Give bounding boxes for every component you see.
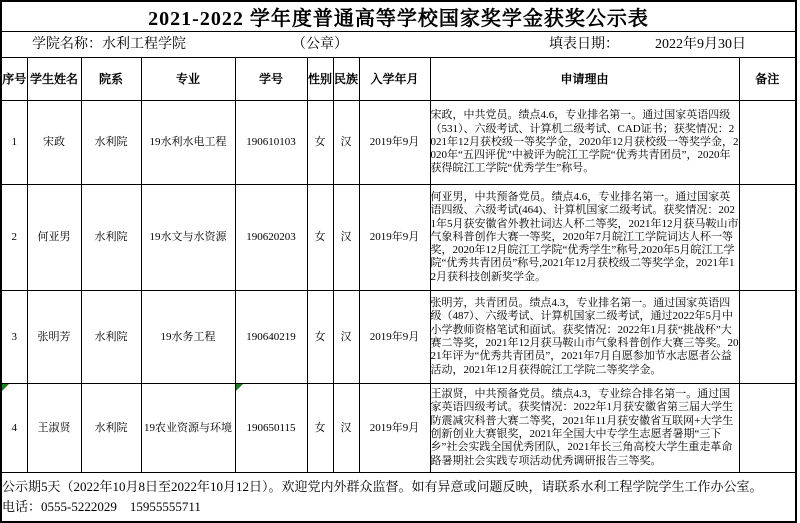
cell-dept: 水利院 (81, 291, 141, 384)
footer-row (1, 473, 796, 522)
cell-name: 何亚男 (27, 185, 81, 291)
seal-label: （公章） (292, 37, 348, 52)
cell-ethnicity: 汉 (333, 384, 359, 473)
cell-no: 3 (1, 291, 27, 384)
cell-enroll-date: 2019年9月 (359, 384, 430, 473)
cell-major: 19水务工程 (141, 291, 235, 384)
cell-ethnicity: 汉 (333, 291, 359, 384)
fill-date-value: 2022年9月30日 (655, 37, 746, 52)
cell-gender: 女 (307, 384, 333, 473)
cell-gender: 女 (307, 101, 333, 185)
col-header-student-id: 学号 (235, 58, 307, 101)
cell-dept: 水利院 (81, 384, 141, 473)
cell-remark (739, 101, 796, 185)
cell-dept: 水利院 (81, 185, 141, 291)
subheader-row (1, 32, 796, 58)
col-header-gender: 性别 (307, 58, 333, 101)
cell-name: 张明芳 (27, 291, 81, 384)
col-header-enroll-date: 入学年月 (359, 58, 430, 101)
excel-error-marker-icon (236, 384, 243, 391)
cell-ethnicity: 汉 (333, 185, 359, 291)
cell-student-id: 190620203 (235, 185, 307, 291)
fill-date-label: 填表日期： (549, 37, 619, 52)
cell-student-id: 190610103 (235, 101, 307, 185)
col-header-name: 学生姓名 (27, 58, 81, 101)
cell-student-id (235, 384, 307, 473)
contact-phone: 电话：0555-5222029 15955555711 (2, 498, 201, 514)
table-row (1, 185, 796, 291)
cell-enroll-date: 2019年9月 (359, 101, 430, 185)
table-row (1, 101, 796, 185)
cell-major: 19水利水电工程 (141, 101, 235, 185)
college-name-label: 学院名称：水利工程学院 (32, 37, 186, 52)
cell-ethnicity: 汉 (333, 101, 359, 185)
table-row (1, 384, 796, 473)
cell-enroll-date: 2019年9月 (359, 291, 430, 384)
cell-name: 王淑贤 (27, 384, 81, 473)
cell-no: 1 (1, 101, 27, 185)
table-header-row (1, 58, 796, 101)
col-header-ethnicity: 民族 (333, 58, 359, 101)
cell-name: 宋政 (27, 101, 81, 185)
cell-reason: 宋政，中共党员。绩点4.6，专业排名第一。通过国家英语四级（531）、六级考试、计算机二级考试、CAD证书；获奖情况：2021年12月获校级一等奖学金，2020年12月获校级一等奖学金，2020年“五四评优”中被评为皖江工学院“优秀共青团员”，2020年获得皖江工学院“优秀学生”称号。 (430, 101, 739, 185)
col-header-remark: 备注 (739, 58, 796, 101)
cell-reason: 张明芳，共青团员。绩点4.3，专业排名第一。通过国家英语四级（487）、六级考试、计算机国家二级考试，通过2022年5月中小学教师资格笔试和面试。获奖情况：2022年1月获“挑战杯”大赛二等奖，2021年12月获马鞍山市气象科普创作大赛三等奖。2021年评为“优秀共青团员”，2021年7月自愿参加节水志愿者公益活动，2021年12月获得皖江工学院二等奖学金。 (430, 291, 739, 384)
publicity-period-note: 公示期5天（2022年10月8日至2022年10月12日）。欢迎党内外群众监督。如有异意或问题反映，请联系水利工程学院学生工作办公室。 (2, 478, 763, 494)
cell-student-id-text: 190650115 (246, 421, 296, 434)
col-header-dept: 院系 (81, 58, 141, 101)
cell-student-id: 190640219 (235, 291, 307, 384)
col-header-reason: 申请理由 (430, 58, 739, 101)
cell-reason: 何亚男，中共预备党员。绩点4.6，专业排名第一。通过国家英语四级、六级考试(464)、计算机国家二级考试。获奖情况：2021年5月获安徽省外教社词达人杯二等奖，2021年12月获马鞍山市气象科普创作大赛一等奖，2020年7月皖江工学院词达人杯一等奖，2020年12月皖江工学院“优秀学生”称号,2020年5月皖江工学院“优秀共青团员”称号,2021年12月获校级二等奖学金，2021年12月获科技创新奖学金。 (430, 185, 739, 291)
cell-reason: 王淑贤，中共预备党员。绩点4.3，专业综合排名第一。通过国家英语四级考试。获奖情况：2022年1月获安徽省第三届大学生防震减灾科普大赛二等奖，2021年11月获安徽省互联网+大学生创新创业大赛银奖，2021年全国大中专学生志愿者暑期“三下乡”社会实践全国优秀团队，2021年长三角高校大学生重走革命路暑期社会实践专项活动优秀调研报告三等奖。 (430, 384, 739, 473)
col-header-major: 专业 (141, 58, 235, 101)
cell-remark (739, 384, 796, 473)
cell-remark (739, 291, 796, 384)
cell-no (1, 384, 27, 473)
cell-enroll-date: 2019年9月 (359, 185, 430, 291)
col-header-no: 序号 (1, 58, 27, 101)
excel-error-marker-icon (2, 384, 9, 391)
cell-dept: 水利院 (81, 101, 141, 185)
page-title: 2021-2022 学年度普通高等学校国家奖学金获奖公示表 (1, 1, 796, 32)
cell-no-text: 4 (11, 421, 17, 434)
cell-major: 19农业资源与环境 (141, 384, 235, 473)
cell-no: 2 (1, 185, 27, 291)
cell-remark (739, 185, 796, 291)
cell-gender: 女 (307, 291, 333, 384)
title-row (1, 1, 796, 32)
cell-major: 19水文与水资源 (141, 185, 235, 291)
cell-gender: 女 (307, 185, 333, 291)
table-row (1, 291, 796, 384)
